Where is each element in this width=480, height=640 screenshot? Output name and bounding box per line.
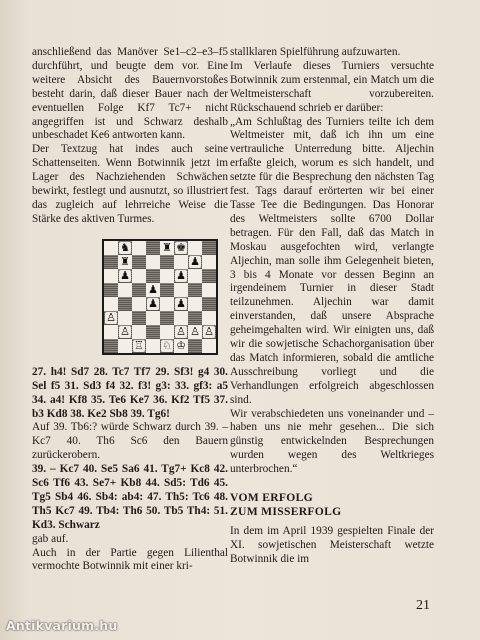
chess-piece: ♜ xyxy=(162,240,172,254)
board-square xyxy=(174,325,188,339)
board-square xyxy=(188,269,202,283)
board-square xyxy=(104,255,118,269)
board-square xyxy=(188,311,202,325)
chess-piece: ♟ xyxy=(148,282,158,296)
board-square xyxy=(202,241,216,255)
section-heading-line-2: ZUM MISSERFOLG xyxy=(230,504,342,518)
board-square xyxy=(146,339,160,353)
resignation-text: gab auf. xyxy=(32,532,69,545)
board-square xyxy=(132,283,146,297)
board-square xyxy=(118,339,132,353)
chess-piece: ♙ xyxy=(120,324,130,338)
right-column xyxy=(230,46,434,567)
board-square xyxy=(132,269,146,283)
chess-piece: ♙ xyxy=(204,324,214,338)
board-square xyxy=(202,339,216,353)
page-number: 21 xyxy=(416,598,430,613)
board-square xyxy=(160,297,174,311)
chess-piece: ♞ xyxy=(120,240,130,254)
board-square xyxy=(104,241,118,255)
left-column xyxy=(32,46,228,574)
board-square xyxy=(188,241,202,255)
board-square xyxy=(202,283,216,297)
board-square xyxy=(188,255,202,269)
chess-piece: ♙ xyxy=(190,324,200,338)
board-square xyxy=(174,311,188,325)
board-square xyxy=(174,339,188,353)
board-square xyxy=(188,325,202,339)
board-square xyxy=(132,241,146,255)
board-square xyxy=(202,269,216,283)
board-square xyxy=(174,255,188,269)
board-square xyxy=(160,339,174,353)
board-square xyxy=(160,255,174,269)
chess-piece: ♖ xyxy=(134,338,144,352)
board-square xyxy=(174,241,188,255)
move-list-1: 27. h4! Sd7 28. Tc7 Tf7 29. Sf3! g4 30. Sel f5 31. Sd3 f4 32. f3! g3: 33. gf3: a5 34. a4! Kf8 35. Te6 Ke7 36. Kf2 Tf5 37. b3 Kd8 38. Ke2 Sb8 39. Tg6! xyxy=(32,365,228,420)
chess-piece: ♟ xyxy=(148,296,158,310)
right-paragraph-1: stallklaren Spielführung aufzuwarten. xyxy=(230,46,401,58)
board-square xyxy=(104,339,118,353)
left-paragraph-end: Auch in der Partie gegen Lilienthal vermochte Botwinnik mit einer kri- xyxy=(32,546,228,573)
board-square xyxy=(188,297,202,311)
chess-piece: ♔ xyxy=(176,338,186,352)
left-paragraph-2: Der Textzug hat indes auch seine Schattenseiten. Wenn Botwinnik jetzt im Lager des Nachziehenden Schwächen bewirkt, festlegt und ausnutzt, so illustriert das zugleich auf lehrreiche Weise die Stärke des aktiven Turmes. xyxy=(32,143,228,225)
board-square xyxy=(118,297,132,311)
board-square xyxy=(118,269,132,283)
board-square xyxy=(132,339,146,353)
board-square xyxy=(104,297,118,311)
chess-piece: ♚ xyxy=(176,240,186,254)
board-square xyxy=(118,325,132,339)
board-square xyxy=(174,283,188,297)
chess-piece: ♙ xyxy=(176,324,186,338)
move-list-2: 39. – Kc7 40. Se5 Sa6 41. Tg7+ Kc8 42. Sc6 Tf6 43. Se7+ Kb8 44. Sd5: Td6 45. Tg5 Sb4 46. Sb4: ab4: 47. Th5: Tc6 48. Th5 Kc7 49. Tb4: Th6 50. Tb5 Th4: 51. Kd3. Schwarz xyxy=(32,463,228,531)
watermark: Antikvarium.hu xyxy=(6,618,118,633)
board-square xyxy=(160,283,174,297)
right-paragraph-4: Wir verabschiedeten uns voneinander und – haben uns nie mehr gesehen... Die sich günstig entwickelnden Besprechungen wurden wegen des Weltkrieges unterbrochen.“ xyxy=(230,407,434,476)
chess-board xyxy=(102,239,218,355)
board-square xyxy=(132,325,146,339)
board-square xyxy=(202,255,216,269)
board-square xyxy=(160,269,174,283)
board-square xyxy=(132,297,146,311)
board-square xyxy=(174,297,188,311)
section-heading-line-1: VOM ERFOLG xyxy=(230,491,313,505)
quote-paragraph: „Am Schlußtag des Turniers teilte ich dem Weltmeister mit, daß ich ihn um eine vertrauliche Unterredung bitte. Aljechin erfaßte gleich, worum es sich handelt, und setzte für die Besprechung den nächsten Tag fest. Tags darauf erörterten wir bei einer Tasse Tee die Bedingungen. Das Honorar des Weltmeisters sollte 6700 Dollar betragen. Für den Fall, daß das Match in Moskau ausgefochten wird, verlangte Aljechin, man solle ihm Gelegenheit bieten, 3 bis 4 Monate vor dessen Beginn an irgendeinem Turnier in dieser Stadt teilzunehmen. Aljechin war damit einverstanden, daß unsere Absprache geheimgehalten wird. Wir einigten uns, daß wir die sowjetische Schachorganisation über das Match informieren, sobald die amtliche Ausschreibung vorliegt und die Verhandlungen erfolgreich abgeschlossen sind. xyxy=(230,115,434,406)
chess-diagram xyxy=(102,239,218,355)
board-square xyxy=(202,297,216,311)
chess-piece: ♜ xyxy=(120,254,130,268)
chess-piece: ♟ xyxy=(120,268,130,282)
board-square xyxy=(160,241,174,255)
chess-piece: ♟ xyxy=(190,254,200,268)
board-square xyxy=(146,255,160,269)
board-square xyxy=(146,311,160,325)
board-square xyxy=(104,311,118,325)
board-square xyxy=(202,325,216,339)
board-square xyxy=(118,241,132,255)
board-square xyxy=(146,283,160,297)
board-square xyxy=(118,283,132,297)
board-square xyxy=(118,255,132,269)
board-square xyxy=(104,283,118,297)
board-square xyxy=(188,283,202,297)
chess-piece: ♟ xyxy=(176,268,186,282)
board-square xyxy=(132,311,146,325)
board-square xyxy=(132,255,146,269)
board-square xyxy=(104,269,118,283)
board-square xyxy=(146,241,160,255)
board-square xyxy=(188,339,202,353)
right-paragraph-final: In dem im April 1939 gespielten Finale der XI. sowjetischen Meisterschaft wetzte Botwinnik die im xyxy=(230,525,434,565)
right-paragraph-2: Im Verlaufe dieses Turniers versuchte Botwinnik zum erstenmal, ein Match um die Weltmeisterschaft vorzubereiten. Rückschauend schrieb er darüber: xyxy=(230,59,434,114)
chess-piece: ♟ xyxy=(176,296,186,310)
chess-piece: ♘ xyxy=(162,338,172,352)
board-square xyxy=(146,269,160,283)
move-commentary: Auf 39. Tb6:? würde Schwarz durch 39. – Kc7 40. Th6 Sc6 den Bauern zurückerobern. xyxy=(32,421,228,462)
board-square xyxy=(202,311,216,325)
board-square xyxy=(160,311,174,325)
board-square xyxy=(104,325,118,339)
left-paragraph-1: anschließend das Manöver Se1–c2–e3–f5 durchführt, und beugte dem vor. Eine weitere Absicht des Bauernvorstoßes besteht darin, daß dieser Bauer nach der eventuellen Folge Kf7 Tc7+ nicht angegriffen ist und Schwarz deshalb unbeschadet Ke6 antworten kann. xyxy=(32,46,228,142)
board-square xyxy=(160,325,174,339)
section-heading xyxy=(230,491,434,518)
board-square xyxy=(146,297,160,311)
board-square xyxy=(118,311,132,325)
chess-piece: ♙ xyxy=(106,310,116,324)
board-square xyxy=(174,269,188,283)
board-square xyxy=(146,325,160,339)
